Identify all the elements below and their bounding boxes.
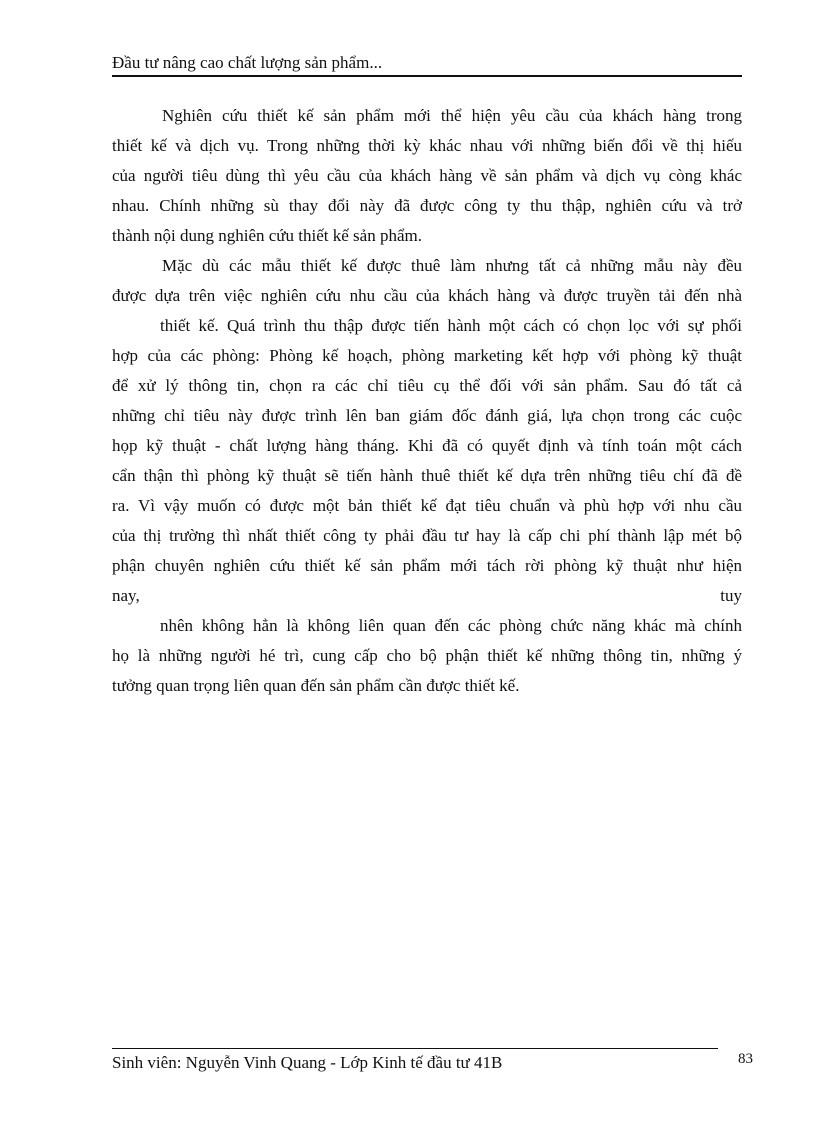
page-body <box>112 101 742 701</box>
text-line: phận chuyên nghiên cứu thiết kế sản phẩm mới tách rời phòng kỹ thuật như hiện <box>112 556 742 575</box>
text-line: nay, tuy <box>112 586 742 605</box>
text-line: hợp của các phòng: Phòng kế hoạch, phòng marketing kết hợp với phòng kỹ thuật <box>112 346 742 365</box>
text-line: tưởng quan trọng liên quan đến sản phẩm cần được thiết kế. <box>112 676 520 695</box>
text-line: cẩn thận thì phòng kỹ thuật sẽ tiến hành thuê thiết kế dựa trên những tiêu chí đã đề <box>112 466 742 485</box>
text-line: ra. Vì vậy muốn có được một bản thiết kế đạt tiêu chuẩn và phù hợp với nhu cầu <box>112 496 742 515</box>
text-line: họp kỹ thuật - chất lượng hàng tháng. Khi đã có quyết định và tính toán một cách <box>112 436 742 455</box>
text-line: để xử lý thông tin, chọn ra các chỉ tiêu cụ thể đối với sản phẩm. Sau đó tất cả <box>112 376 742 395</box>
text-line: họ là những người hé trì, cung cấp cho bộ phận thiết kế những thông tin, những ý <box>112 646 742 665</box>
text-line: của người tiêu dùng thì yêu cầu của khách hàng về sản phẩm và dịch vụ còng khác <box>112 166 742 185</box>
text-line: thiết kế. Quá trình thu thập được tiến hành một cách có chọn lọc với sự phối <box>160 316 742 335</box>
running-footer: Sinh viên: Nguyễn Vinh Quang - Lớp Kinh tế đầu tư 41B <box>112 1053 503 1072</box>
text-line: nhên không hẳn là không liên quan đến các phòng chức năng khác mà chính <box>160 616 742 635</box>
text-line: được dựa trên việc nghiên cứu nhu cầu của khách hàng và được truyền tải đến nhà <box>112 286 742 305</box>
text-line: của thị trường thì nhất thiết công ty phải đầu tư hay là cấp chi phí thành lập mét bộ <box>112 526 742 545</box>
text-line: nhau. Chính những sù thay đổi này đã được công ty thu thập, nghiên cứu và trở <box>112 196 742 215</box>
running-header: Đầu tư nâng cao chất lượng sản phẩm... <box>112 53 383 72</box>
page-number: 83 <box>738 1051 753 1067</box>
text-line: Nghiên cứu thiết kế sản phẩm mới thể hiện yêu cầu của khách hàng trong <box>162 106 742 125</box>
text-line: những chỉ tiêu này được trình lên ban giám đốc đánh giá, lựa chọn trong các cuộc <box>112 406 742 425</box>
text-line: thành nội dung nghiên cứu thiết kế sản phẩm. <box>112 226 422 245</box>
footer-rule <box>112 1048 718 1049</box>
text-line: thiết kế và dịch vụ. Trong những thời kỳ khác nhau với những biến đổi về thị hiếu <box>112 136 742 155</box>
text-line: Mặc dù các mẫu thiết kế được thuê làm nhưng tất cả những mẫu này đều <box>162 256 742 275</box>
header-rule <box>112 75 742 77</box>
